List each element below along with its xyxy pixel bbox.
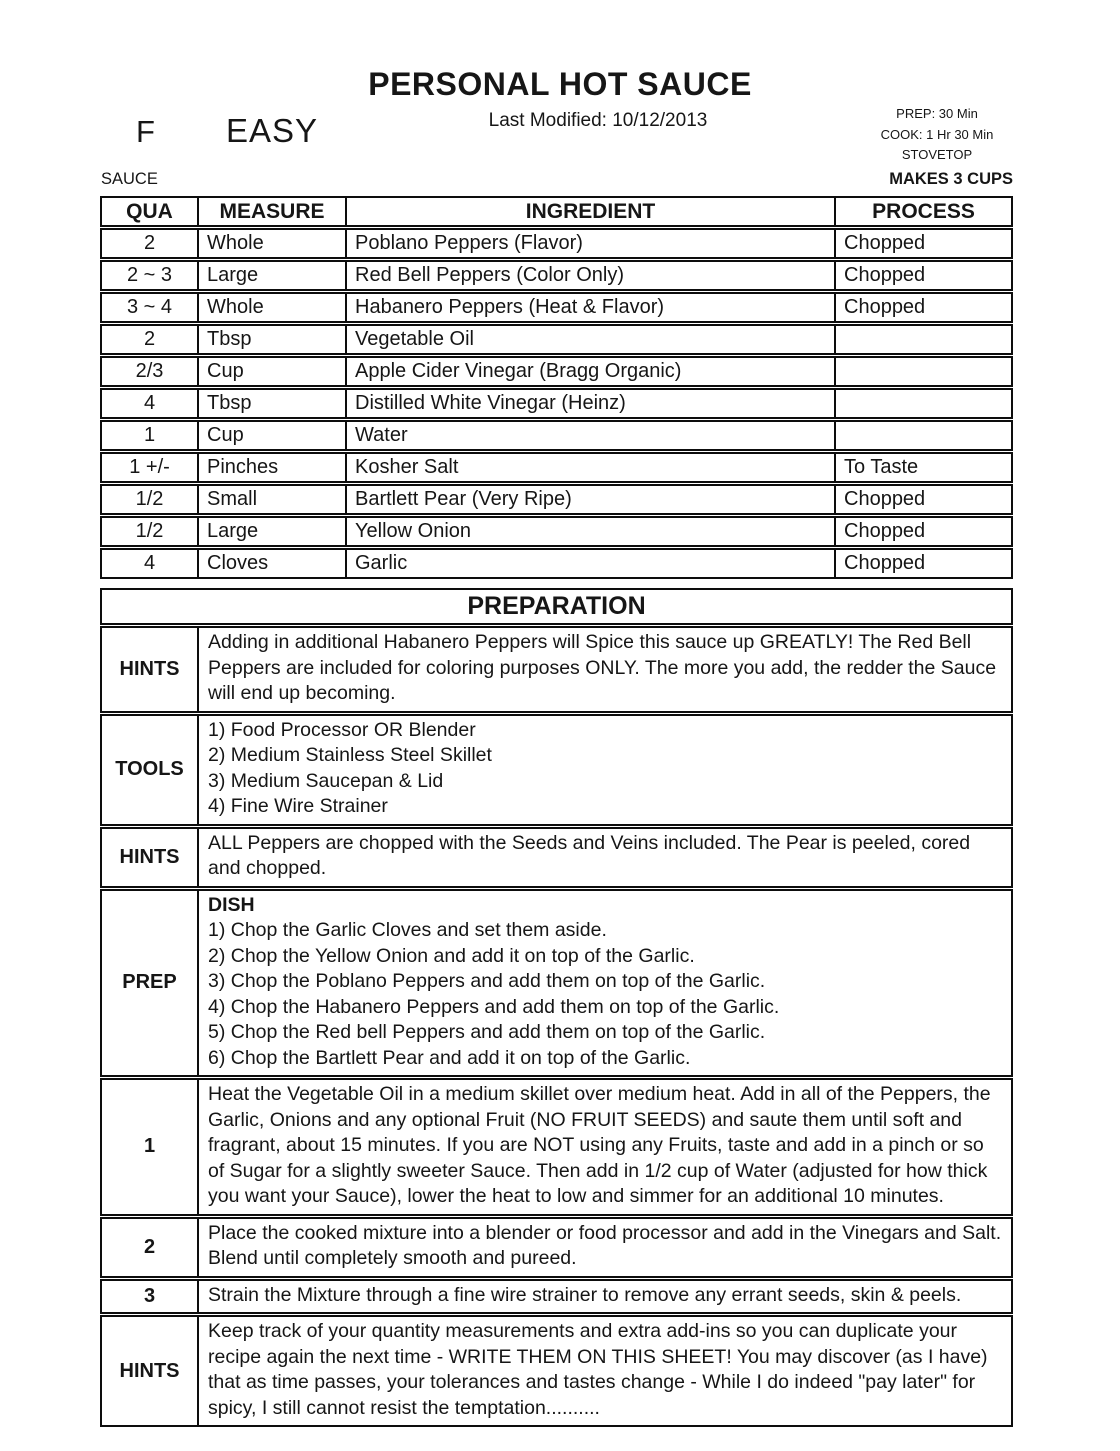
ingredient-cell: Bartlett Pear (Very Ripe) [345,486,834,513]
process-cell [834,358,1011,385]
row-label: HINTS [119,1359,180,1382]
cook-time: COOK: 1 Hr 30 Min [880,126,994,142]
prep-step-line: 2) Chop the Yellow Onion and add it on top of the Garlic. [208,944,695,967]
row-text: Keep track of your quantity measurements and extra add-ins so you can duplicate your recipe again the next time - WRITE THEM ON THIS SHEET! You may discover (as I have) that as time passes, your tolerances and tastes change - While I do indeed "pay later" for spicy, I still cannot resist the temptation.......... [197,1317,1011,1425]
measure-cell: Cup [197,422,345,449]
process-cell: Chopped [834,230,1011,257]
header-cell-qua: QUA [126,199,173,223]
qua-cell: 4 [143,392,156,414]
measure-cell: Large [197,262,345,289]
prep-step-line: 3) Chop the Poblano Peppers and add them on top of the Garlic. [208,970,766,992]
ingredient-cell: Water [345,422,834,449]
ingredient-cell: Red Bell Peppers (Color Only) [345,262,834,289]
row-text: ALL Peppers are chopped with the Seeds and Veins included. The Pear is peeled, cored and chopped. [197,829,1011,886]
process-cell: Chopped [834,518,1011,545]
ingredient-cell: Poblano Peppers (Flavor) [345,230,834,257]
process-cell [834,422,1011,449]
ingredient-row [100,324,1013,355]
measure-cell: Whole [197,294,345,321]
ingredient-cell: Apple Cider Vinegar (Bragg Organic) [345,358,834,385]
tool-line: 2) Medium Stainless Steel Skillet [208,744,492,766]
qua-cell: 1/2 [135,520,164,542]
measure-cell: Small [197,486,345,513]
row-text: Place the cooked mixture into a blender or food processor and add in the Vinegars and Salt. Blend until completely smooth and pureed. [197,1219,1011,1276]
qua-cell: 1/2 [135,488,164,510]
qua-cell: 2 [143,328,156,350]
measure-cell: Large [197,518,345,545]
header-cell-process: PROCESS [834,198,1011,225]
row-label: 3 [143,1284,156,1307]
qua-cell: 2/3 [135,360,164,382]
page-title: PERSONAL HOT SAUCE [368,66,752,102]
prep-row-prep [100,889,1013,1078]
qua-cell: 2 ~ 3 [126,264,173,286]
prep-row-hints-1 [100,626,1013,713]
row-label: TOOLS [115,758,184,780]
header-cell-ingredient: INGREDIENT [345,198,834,225]
measure-cell: Cup [197,358,345,385]
prep-row-step-2 [100,1217,1013,1278]
time-meta-block [852,104,1022,166]
tools-list [197,716,1011,824]
measure-cell: Tbsp [197,326,345,353]
ingredient-cell: Distilled White Vinegar (Heinz) [345,390,834,417]
prep-steps [197,891,1011,1076]
difficulty-label: EASY [226,112,319,149]
ingredient-cell: Vegetable Oil [345,326,834,353]
tool-line: 3) Medium Saucepan & Lid [208,769,444,792]
tool-line: 4) Fine Wire Strainer [208,795,388,817]
cook-method: STOVETOP [901,147,973,162]
process-cell: To Taste [834,454,1011,481]
row-label: PREP [122,971,177,994]
category-label: SAUCE [101,170,158,188]
ingredient-row [100,356,1013,387]
process-cell [834,390,1011,417]
qua-cell: 3 ~ 4 [126,296,173,318]
prep-time: PREP: 30 Min [896,106,978,121]
prep-row-step-3 [100,1279,1013,1315]
ingredient-row [100,516,1013,547]
preparation-table [100,588,1013,1427]
ingredient-row [100,484,1013,515]
prep-row-hints-3 [100,1315,1013,1427]
ingredient-row [100,292,1013,323]
preparation-title: PREPARATION [100,588,1013,625]
content-area [100,196,1013,1427]
prep-row-step-1 [100,1078,1013,1216]
last-modified-date: Last Modified: 10/12/2013 [488,110,708,131]
ingredient-cell: Habanero Peppers (Heat & Flavor) [345,294,834,321]
qua-cell: 4 [143,552,156,574]
prep-step-line: 6) Chop the Bartlett Pear and add it on top of the Garlic. [208,1046,691,1069]
tool-line: 1) Food Processor OR Blender [208,718,476,741]
measure-cell: Whole [197,230,345,257]
ingredient-row [100,452,1013,483]
ingredients-table [100,196,1013,579]
row-label: HINTS [119,657,180,680]
qua-cell: 1 [143,424,156,446]
row-label: HINTS [119,845,180,868]
row-label: 1 [143,1135,156,1158]
measure-cell: Cloves [197,550,345,577]
header-cell-measure: MEASURE [197,198,345,225]
ingredient-row [100,548,1013,579]
qua-cell: 2 [143,232,156,254]
qua-cell: 1 +/- [129,456,170,478]
ingredient-cell: Yellow Onion [345,518,834,545]
ingredient-row [100,260,1013,291]
measure-cell: Pinches [197,454,345,481]
prep-step-line: 4) Chop the Habanero Peppers and add them on top of the Garlic. [208,995,780,1018]
ingredient-cell: Garlic [345,550,834,577]
recipe-flag: F [136,114,155,149]
process-cell: Chopped [834,262,1011,289]
ingredient-cell: Kosher Salt [345,454,834,481]
process-cell [834,326,1011,353]
ingredients-header-row [100,196,1013,227]
prep-row-tools [100,714,1013,826]
yield-label: MAKES 3 CUPS [889,170,1013,188]
row-text: Strain the Mixture through a fine wire strainer to remove any errant seeds, skin & peels. [197,1281,1011,1313]
dish-heading: DISH [208,893,255,916]
row-label: 2 [143,1235,156,1258]
process-cell: Chopped [834,550,1011,577]
process-cell: Chopped [834,294,1011,321]
ingredient-row [100,388,1013,419]
prep-row-hints-2 [100,827,1013,888]
row-text: Heat the Vegetable Oil in a medium skillet over medium heat. Add in all of the Peppers, the Garlic, Onions and any optional Fruit (NO FRUIT SEEDS) and saute them until soft and fragrant, about 15 minutes. If you are NOT using any Fruits, taste and add in a pinch or so of Sugar for a slightly sweeter Sauce. Then add in 1/2 cup of Water (adjusted for how thick you want your Sauce), lower the heat to low and simmer for an additional 10 minutes. [197,1080,1011,1214]
process-cell: Chopped [834,486,1011,513]
row-text: Adding in additional Habanero Peppers will Spice this sauce up GREATLY! The Red Bell Peppers are included for coloring purposes ONLY. The more you add, the redder the Sauce will end up becoming. [197,628,1011,711]
measure-cell: Tbsp [197,390,345,417]
ingredient-row [100,228,1013,259]
prep-step-line: 5) Chop the Red bell Peppers and add them on top of the Garlic. [208,1021,766,1043]
prep-step-line: 1) Chop the Garlic Cloves and set them aside. [208,919,607,941]
ingredient-row [100,420,1013,451]
